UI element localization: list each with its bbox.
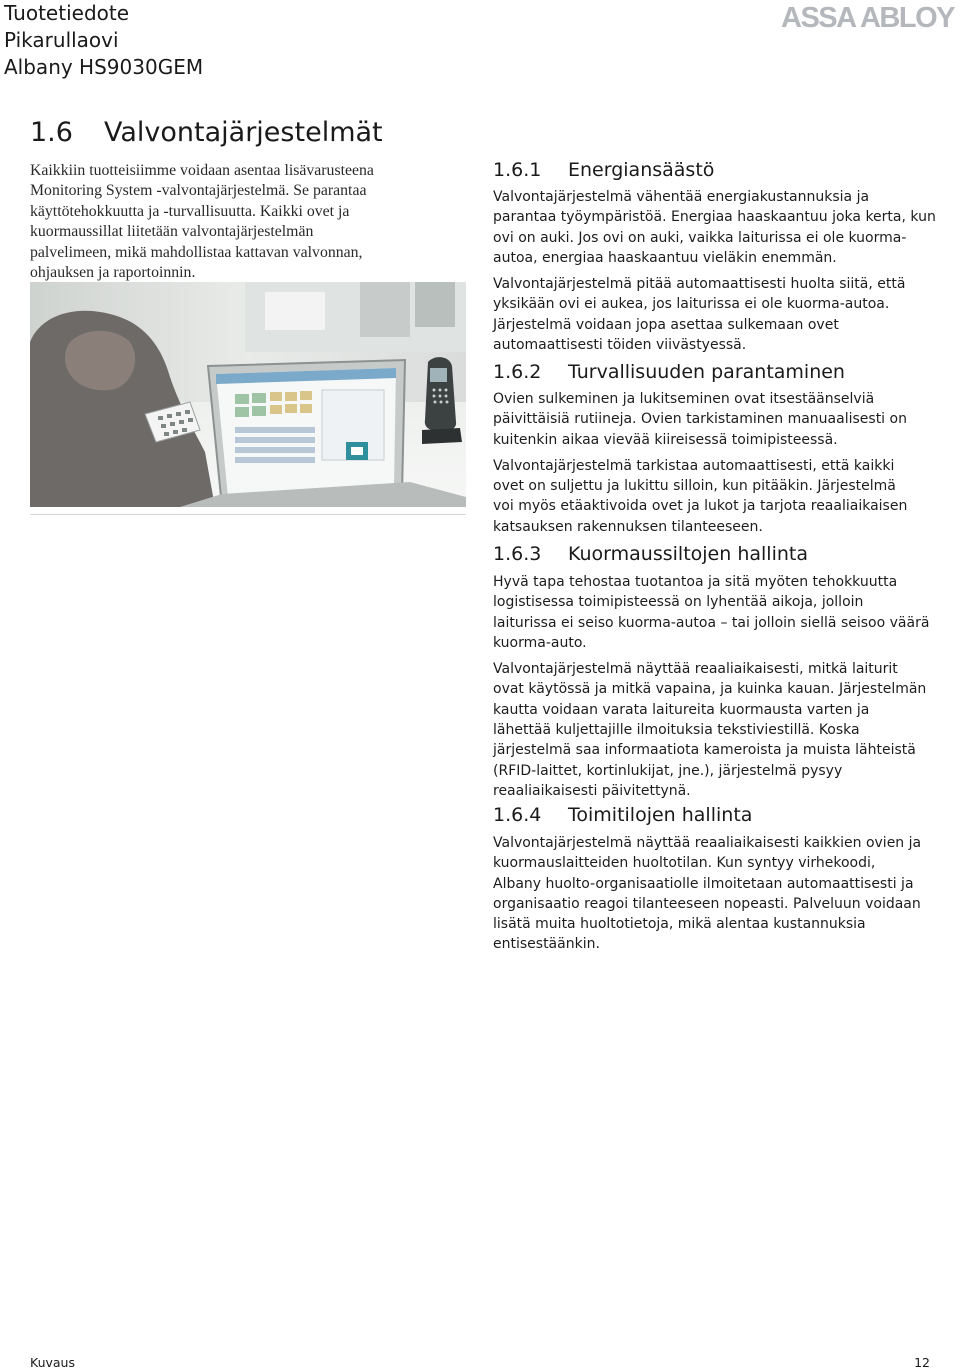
footer-page-number: 12	[914, 1355, 930, 1370]
photo-rule	[30, 514, 466, 515]
body-line: järjestelmä saa informaatiota kameroista ja muista lähteistä	[493, 742, 916, 759]
body-line: Hyvä tapa tehostaa tuotantoa ja sitä myöten tehokkuutta	[493, 574, 898, 590]
body-line: logistisessa toimipisteessä on lyhentää aikoja, jolloin	[493, 594, 864, 611]
section-intro	[30, 161, 460, 283]
subsection-heading-dock-levellers	[493, 543, 808, 565]
body-line: (RFID-laittet, kortinlukijat, jne.), järjestelmä pysyy	[493, 762, 843, 779]
section-title: Valvontajärjestelmät	[104, 117, 383, 148]
subsection-title: Kuormaussiltojen hallinta	[568, 543, 808, 565]
body-line: Valvontajärjestelmä näyttää reaaliaikaisesti, mitkä laiturit	[493, 661, 898, 678]
header-model: Albany HS9030GEM	[4, 55, 204, 79]
subsection-number: 1.6.2	[493, 361, 542, 383]
body-line: lisätä muita huoltotietoja, mikä alentaa kustannuksia	[493, 916, 866, 933]
body-line: lähettää kuljettajille ilmoituksia tekstiviestillä. Koska	[493, 722, 860, 739]
intro-line: palvelimeen, mikä mahdollistaa kattavan valvonnan,	[30, 243, 363, 261]
header-doc-type: Tuotetiedote	[4, 1, 130, 25]
subsection-number: 1.6.4	[493, 804, 542, 826]
body-line: Järjestelmä voidaan jopa asettaa sulkemaan ovet	[493, 316, 839, 333]
subsection-title: Toimitilojen hallinta	[568, 804, 753, 826]
assa-abloy-logo: ASSA ABLOY	[781, 2, 954, 34]
body-line: kuormauslaitteiden huoltotilan. Kun syntyy virhekoodi,	[493, 855, 876, 872]
section-number: 1.6	[30, 117, 73, 148]
body-line: Valvontajärjestelmä näyttää reaaliaikaisesti kaikkien ovien ja	[493, 835, 922, 851]
office-monitoring-photo	[30, 282, 466, 507]
body-line: yksikään ovi ei aukea, jos laiturissa ei ole kuorma-autoa.	[493, 296, 890, 313]
body-line: Valvontajärjestelmä vähentää energiakustannuksia ja	[493, 189, 870, 205]
body-line: Ovien sulkeminen ja lukitseminen ovat itsestäänselviä	[493, 391, 875, 407]
footer-section-label: Kuvaus	[30, 1355, 75, 1370]
body-line: kuitenkin aikaa vievää kiireisessä toimipisteessä.	[493, 431, 838, 448]
body-line: Albany huolto-organisaatiolle ilmoitetaan automaattisesti ja	[493, 875, 914, 892]
body-line: parantaa työympäristöä. Energiaa haaskaantuu joka kerta, kun	[493, 209, 936, 226]
body-line: Valvontajärjestelmä tarkistaa automaattisesti, että kaikki	[493, 457, 895, 474]
body-line: laiturissa ei seiso kuorma-autoa – tai jolloin siellä seisoo väärä	[493, 614, 930, 631]
subsection-title: Energiansäästö	[568, 159, 715, 181]
subsection-body-facilities	[493, 833, 933, 955]
photo-illustration	[30, 282, 466, 507]
body-line: ovet on suljettu ja lukittu silloin, kun pitääkin. Järjestelmä	[493, 478, 896, 495]
intro-line: ohjauksen ja raportoinnin.	[30, 264, 196, 282]
document-header	[4, 0, 203, 81]
body-line: voi myös etäaktivoida ovet ja lukot ja tarjota reaaliaikaisen	[493, 498, 908, 515]
intro-line: kuormaussillat liitetään valvontajärjestelmän	[30, 223, 314, 241]
body-line: reaaliaikaisesti päivitettynä.	[493, 782, 691, 799]
subsection-number: 1.6.1	[493, 159, 542, 181]
body-line: kautta voidaan varata laitureita kuormausta varten ja	[493, 701, 870, 718]
body-line: automaattisesti töiden viivästyessä.	[493, 337, 747, 354]
intro-line: Kaikkiin tuotteisiimme voidaan asentaa lisävarusteena	[30, 162, 374, 179]
body-line: organisaatio reagoi tilanteeseen nopeasti. Palveluun voidaan	[493, 895, 921, 912]
body-line: ovi on auki. Jos ovi on auki, vaikka laiturissa ei ole kuorma-	[493, 229, 907, 246]
intro-line: käyttötehokkuutta ja -turvallisuutta. Kaikki ovet ja	[30, 202, 350, 220]
body-line: autoa, energiaa haaskaantuu vieläkin enemmän.	[493, 249, 837, 266]
body-line: kuorma-auto.	[493, 634, 587, 651]
subsection-body-dock-levellers	[493, 572, 933, 801]
body-line: päivittäisiä rutiineja. Ovien tarkistaminen manuaalisesti on	[493, 411, 907, 428]
body-line: katsauksen rakennuksen tilanteeseen.	[493, 518, 763, 535]
subsection-title: Turvallisuuden parantaminen	[568, 361, 845, 383]
intro-line: Monitoring System -valvontajärjestelmä. Se parantaa	[30, 182, 367, 200]
subsection-heading-energy	[493, 159, 714, 181]
subsection-number: 1.6.3	[493, 543, 542, 565]
subsection-body-security	[493, 389, 933, 537]
subsection-heading-security	[493, 361, 845, 383]
subsection-heading-facilities	[493, 804, 752, 826]
section-heading	[30, 117, 383, 148]
body-line: Valvontajärjestelmä pitää automaattisesti huolta siitä, että	[493, 276, 906, 293]
subsection-body-energy	[493, 187, 936, 355]
header-product: Pikarullaovi	[4, 28, 119, 52]
body-line: entisestäänkin.	[493, 936, 600, 953]
body-line: ovat käytössä ja mitkä vapaina, ja kuinka kauan. Järjestelmän	[493, 681, 927, 698]
